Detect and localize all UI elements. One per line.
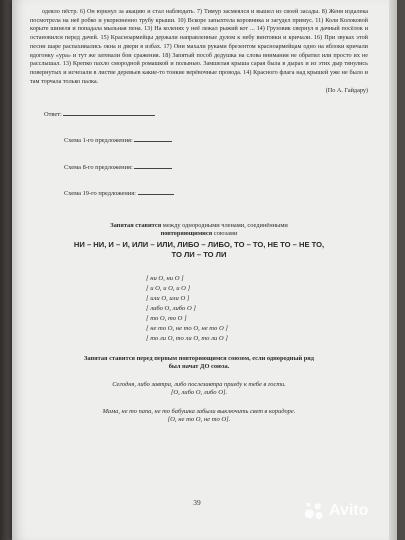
rule-2-line-2: был начат ДО союза. xyxy=(168,363,230,371)
passage-attribution: (По А. Гайдару) xyxy=(325,87,368,95)
scheme-item: [ то О, то О ] xyxy=(146,315,187,323)
example-2-sentence: Мама, не то папа, не то бабушка забыли выключить свет в коридоре. xyxy=(102,407,296,415)
watermark-text: Avito xyxy=(329,502,369,519)
rule-2-bold-start: Запятая xyxy=(84,354,108,362)
scheme-item: [ и О, и О, и О ] xyxy=(146,285,191,293)
rule-1-bold-end: повторяющимися xyxy=(160,230,213,238)
rule-1-middle: между однородными членами, соединёнными xyxy=(161,222,288,230)
avito-logo-icon xyxy=(303,500,325,522)
rule-repeating-conjunctions xyxy=(30,222,368,238)
scheme-8-line xyxy=(64,163,368,172)
scheme-item: [ или О, или О ] xyxy=(146,295,190,303)
avito-watermark xyxy=(303,496,399,526)
rule-2-middle: ставится перед первым повторяющимся союзом, если однородный ряд xyxy=(107,354,314,362)
example-2-scheme: [О, не то О, не то О]. xyxy=(167,416,231,423)
conjunctions-line-1: НИ – НИ, И – И, ИЛИ – ИЛИ, ЛИБО – ЛИБО, ТО – ТО, НЕ ТО – НЕ ТО, xyxy=(73,240,325,250)
scheme-19-line xyxy=(64,189,368,198)
scheme-item: [ то ли О, то ли О, то ли О ] xyxy=(146,334,228,342)
answer-blank[interactable] xyxy=(63,110,155,116)
scheme-8-blank[interactable] xyxy=(134,163,172,169)
scheme-8-label: Схема 8-го предложения: xyxy=(64,164,133,172)
answer-label: Ответ: xyxy=(44,111,62,119)
book-page xyxy=(12,0,397,540)
answer-line xyxy=(44,110,368,119)
rule-1-bold-start: Запятая ставится xyxy=(110,222,162,230)
page-edge-shadow xyxy=(389,0,397,540)
exercise-passage xyxy=(30,8,368,96)
passage-text: одеяло пёстр. 6) Он юркнул за акацию и стал наблюдать. 7) Тимур засмеялся и вышел из своей засады. 8) Женя издалека посмотрела на неё робко и укоризненно трубу крыши. 10) Вскоре запыхтела коровника и загудел примус. 11) Коля Колоковой корыте шинеля и попадала мыльная пена. 13) На коленях у неё лежал рыжий кот ... 14) Грузовик свернул в дачный посёлок и остановился перед дачей. 15) Красноармейцы держали направленные дулом к небу винтовки и кричали. 16) При звуках этой песни шаре распахивались окна и двери в избах. 17) Они махали руками брезентом красноармейцам одно на яблоки кричали вдогонку «ура» и тут же затевали бои сражения. 18) Запятый пособ дедушка на слова внимания не обратил или просто их не расслышал. 13) Крепко пахло смородной ромашкой и полынью. Замшелая крыша сарая была в дырах и из этих дыр тянулись повернутых и исчезали в листве деревьев какие-то тонкие верёвочные провода. 14) Красного флага над крышей уже не было и там торчала только палка. xyxy=(30,8,368,85)
scheme-list xyxy=(146,274,368,343)
scheme-19-blank[interactable] xyxy=(138,189,174,195)
scheme-1-line xyxy=(64,136,368,145)
rule-1-end: союзами xyxy=(212,230,238,238)
scheme-1-blank[interactable] xyxy=(134,136,172,142)
scheme-item: [ ни О, ни О ] xyxy=(146,275,184,283)
page-content xyxy=(30,8,368,425)
conjunctions-line-2: ТО ЛИ – ТО ЛИ xyxy=(171,250,227,260)
example-1-scheme: [О, либо О, либо О]. xyxy=(170,389,228,396)
conjunctions-list xyxy=(30,240,368,260)
page-number: 39 xyxy=(193,498,201,507)
scheme-item: [ либо О, либо О ] xyxy=(146,305,196,313)
scheme-1-label: Схема 1-го предложения: xyxy=(64,137,133,145)
scheme-19-label: Схема 19-го предложения: xyxy=(64,190,136,198)
scheme-item: [ не то О, не то О, не то О ] xyxy=(146,324,228,332)
rule-comma-before-first-conjunction xyxy=(30,355,368,372)
example-1-sentence: Сегодня, либо завтра, либо послезавтра приеду к тебе в гости. xyxy=(112,380,286,388)
